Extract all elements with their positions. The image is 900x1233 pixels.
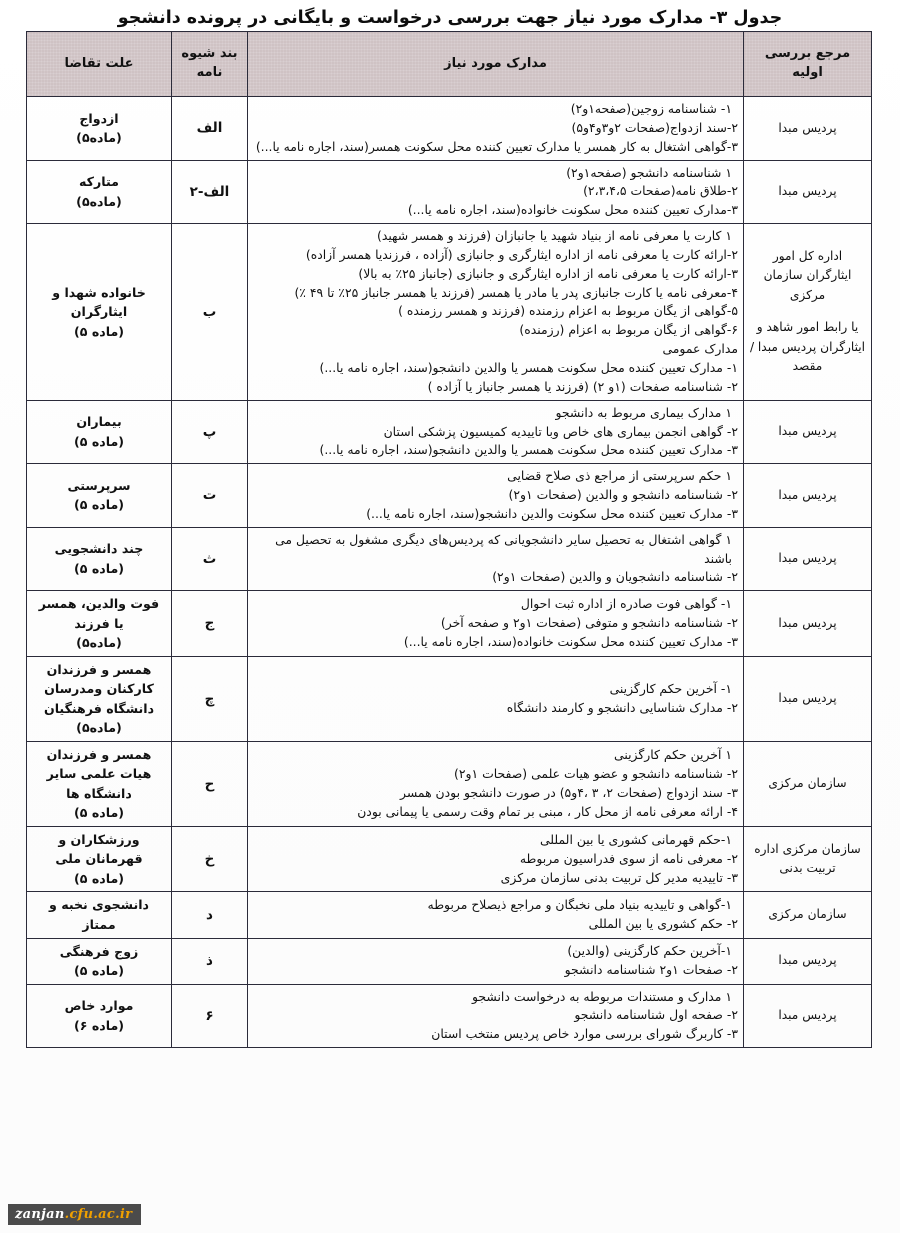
cell-reason: [27, 527, 172, 591]
cell-reason: [27, 656, 172, 741]
reference-text: [749, 951, 866, 971]
cell-documents: [248, 938, 744, 984]
document-item: ۲- معرفی نامه از سوی فدراسیون مربوطه: [519, 850, 738, 866]
cell-documents: [248, 527, 744, 591]
cell-documents: [248, 656, 744, 741]
table-row: [27, 741, 872, 826]
table-row: [27, 826, 872, 892]
cell-reference: [744, 591, 872, 657]
reason-line: (ماده۵): [76, 193, 122, 209]
reference-line: سازمان مرکزی اداره تربیت بدنی: [754, 841, 861, 876]
reason-line: (ماده۵): [76, 130, 122, 146]
reason-line: خانواده شهدا و ایثارگران: [52, 284, 146, 320]
cell-documents: [248, 892, 744, 938]
cell-reference: [744, 984, 872, 1048]
cell-reference: [744, 464, 872, 528]
cell-reason: [27, 591, 172, 657]
document-item: ۳- سند ازدواج (صفحات ۲، ۳ ،۴و۵) در صورت دانشجو بودن همسر: [400, 784, 738, 800]
reason-line: (ماده۵): [76, 635, 122, 651]
table-row: [27, 591, 872, 657]
reference-line: پردیس مبدا: [778, 953, 837, 968]
table-body: [27, 97, 872, 1048]
document-item: ۱ آخرین حکم کارگزینی: [614, 747, 732, 763]
table-header-row: [27, 32, 872, 97]
cell-clause: ب: [172, 224, 248, 401]
reference-text: [749, 247, 866, 377]
reason-line: همسر و فرزندان کارکنان ومدرسان دانشگاه فرهنگیان: [43, 661, 155, 716]
document-item: ۱ حکم سرپرستی از مراجع ذی صلاح قضایی: [507, 468, 732, 484]
document-item: ۱- گواهی فوت صادره از اداره ثبت احوال: [520, 596, 732, 612]
document-item: ۶-گواهی از یگان مربوط به اعزام (رزمنده): [519, 322, 738, 338]
table-header: [27, 32, 872, 97]
document-item: ۱ گواهی اشتغال به تحصیل سایر دانشجویانی که پردیس‌های دیگری مشغول به تحصیل می باشند: [275, 531, 732, 566]
cell-clause: ذ: [172, 938, 248, 984]
cell-reference: [744, 741, 872, 826]
reference-text: [749, 119, 866, 139]
reason-line: فوت والدین، همسر یا فرزند: [38, 596, 160, 631]
table-row: [27, 527, 872, 591]
cell-clause: چ: [172, 656, 248, 741]
cell-reference: [744, 938, 872, 984]
document-item: ۳- مدارک تعیین کننده محل سکونت والدین دانشجو(سند، اجاره نامه یا...): [366, 505, 738, 521]
reference-text: [749, 614, 866, 634]
reference-spacer: [749, 305, 866, 318]
cell-documents: [248, 400, 744, 464]
document-item: ۱- مدارک تعیین کننده محل سکونت همسر یا والدین دانشجو(سند، اجاره نامه یا...): [319, 359, 738, 375]
reason-line: (ماده ۶): [73, 1017, 125, 1033]
cell-documents: [248, 97, 744, 161]
reference-line: پردیس مبدا: [778, 1008, 837, 1023]
cell-reference: [744, 160, 872, 224]
table-row: [27, 400, 872, 464]
cell-reason: [27, 984, 172, 1048]
cell-documents: [248, 741, 744, 826]
cell-documents: [248, 591, 744, 657]
table-row: [27, 892, 872, 938]
reason-line: چند دانشجویی: [54, 541, 144, 557]
column-header-reference: مرجع بررسی اولیه: [744, 32, 872, 97]
document-item: مدارک عمومی: [662, 341, 738, 357]
reason-line: (ماده ۵): [73, 433, 125, 449]
cell-reference: [744, 224, 872, 401]
column-header-reason: علت تقاضا: [27, 32, 172, 97]
table-row: [27, 464, 872, 528]
cell-reason: [27, 97, 172, 161]
document-item: ۱- آخرین حکم کارگزینی: [609, 680, 732, 696]
reference-text: [749, 905, 866, 925]
reason-line: دانشجوی نخبه و ممتاز: [48, 897, 150, 932]
reason-line: موارد خاص: [64, 998, 134, 1014]
document-item: ۲- شناسنامه دانشجو و والدین (صفحات ۱و۲): [508, 487, 738, 503]
table-row: [27, 97, 872, 161]
reason-line: سرپرستی: [67, 477, 131, 493]
reason-line: ورزشکاران و قهرمانان ملی: [55, 831, 143, 867]
cell-reason: [27, 224, 172, 401]
reference-line: پردیس مبدا: [778, 184, 837, 199]
cell-reference: [744, 97, 872, 161]
cell-reference: [744, 656, 872, 741]
column-header-documents: مدارک مورد نیاز: [248, 32, 744, 97]
reference-line: پردیس مبدا: [778, 551, 837, 566]
reference-text: [749, 182, 866, 202]
document-item: ۲- شناسنامه صفحات (۱و ۲) (فرزند یا همسر جانباز یا آزاده ): [427, 378, 738, 394]
reference-line: یا رابط امور شاهد و ایثارگران پردیس مبدا / مقصد: [749, 320, 866, 374]
document-item: ۱-حکم قهرمانی کشوری یا بین المللی: [539, 831, 732, 847]
reason-line: همسر و فرزندان هیات علمی سایر دانشگاه ها: [46, 746, 152, 801]
cell-reference: [744, 527, 872, 591]
reason-line: (ماده ۵): [73, 323, 125, 339]
cell-clause: ح: [172, 741, 248, 826]
document-item: ۱- شناسنامه زوجین(صفحه۱و۲): [570, 101, 732, 116]
document-item: ۲- حکم کشوری یا بین المللی: [588, 915, 738, 931]
table-row: [27, 984, 872, 1048]
cell-clause: ث: [172, 527, 248, 591]
cell-reference: [744, 892, 872, 938]
reference-text: [749, 549, 866, 569]
reason-line: ازدواج: [79, 110, 119, 126]
document-item: ۳- تاییدیه مدیر کل تربیت بدنی سازمان مرکزی: [500, 869, 738, 885]
cell-documents: [248, 464, 744, 528]
reference-line: پردیس مبدا: [778, 615, 837, 630]
document-item: ۳-ارائه کارت یا معرفی نامه از اداره ایثارگری و جانبازی (جانباز ۲۵٪ به بالا): [358, 265, 738, 281]
document-item: ۲- شناسنامه دانشجو و عضو هیات علمی (صفحات ۱و۲): [454, 766, 738, 782]
site-watermark: [8, 1204, 141, 1225]
document-item: ۱-گواهی و تاییدیه بنیاد ملی نخبگان و مراجع ذیصلاح مربوطه: [427, 897, 732, 913]
reference-line: پردیس مبدا: [778, 424, 837, 439]
cell-reason: [27, 892, 172, 938]
document-item: ۲-طلاق نامه(صفحات ۲،۳،۴،۵): [583, 183, 738, 199]
cell-clause: الف: [172, 97, 248, 161]
reason-line: متارکه: [79, 174, 119, 190]
reason-line: (ماده۵): [76, 720, 122, 736]
cell-reference: [744, 400, 872, 464]
cell-reason: [27, 464, 172, 528]
reason-line: (ماده ۵): [73, 963, 125, 979]
reason-line: (ماده ۵): [73, 805, 125, 821]
document-item: ۲- شناسنامه دانشجو و متوفی (صفحات ۱و۲ و صفحه آخر): [440, 615, 738, 631]
table-row: [27, 160, 872, 224]
cell-documents: [248, 984, 744, 1048]
page-title: جدول ۳- مدارک مورد نیاز جهت بررسی درخواست و بایگانی در پرونده دانشجو: [117, 8, 783, 28]
document-item: ۲- صفحات ۱و۲ شناسنامه دانشجو: [564, 962, 738, 978]
requirements-table: [26, 31, 872, 1048]
reason-line: (ماده ۵): [73, 870, 125, 886]
column-header-clause: بند شیوه نامه: [172, 32, 248, 97]
documents-table-container: [27, 31, 872, 1048]
watermark-domain: .cfu.ac.ir: [64, 1207, 133, 1222]
document-item: ۳-مدارک تعیین کننده محل سکونت خانواده(سند، اجاره نامه یا...): [407, 202, 738, 218]
reference-line: سازمان مرکزی: [768, 907, 847, 922]
cell-clause: پ: [172, 400, 248, 464]
reference-line: اداره کل امور ایثارگران سازمان مرکزی: [763, 248, 852, 302]
document-item: ۱ مدارک و مستندات مربوطه به درخواست دانشجو: [472, 988, 732, 1004]
reference-text: [749, 1006, 866, 1026]
table-row: [27, 224, 872, 401]
cell-reason: [27, 826, 172, 892]
cell-clause: د: [172, 892, 248, 938]
reference-line: سازمان مرکزی: [768, 776, 847, 791]
document-item: ۲- شناسنامه دانشجویان و والدین (صفحات ۱و۲): [492, 569, 738, 585]
cell-reason: [27, 160, 172, 224]
document-item: ۱-آخرین حکم کارگزینی (والدین): [567, 943, 732, 959]
reason-line: (ماده ۵): [73, 560, 125, 576]
document-item: ۱ شناسنامه دانشجو (صفحه۱و۲): [566, 164, 732, 180]
reference-line: پردیس مبدا: [778, 120, 837, 135]
reference-text: [749, 486, 866, 506]
reference-line: پردیس مبدا: [778, 691, 837, 706]
reference-text: [749, 774, 866, 794]
reason-line: زوج فرهنگی: [59, 943, 139, 959]
table-row: [27, 938, 872, 984]
reference-text: [749, 840, 866, 879]
cell-clause: ۶: [172, 984, 248, 1048]
document-item: ۱ کارت یا معرفی نامه از بنیاد شهید یا جانبازان (فرزند و همسر شهید): [376, 228, 732, 244]
cell-documents: [248, 826, 744, 892]
reference-text: [749, 422, 866, 442]
watermark-site: zanjan: [15, 1207, 65, 1222]
document-item: ۲- گواهی انجمن بیماری های خاص وبا تاییدیه کمیسیون پزشکی استان: [383, 423, 738, 439]
document-item: ۲-سند ازدواج(صفحات ۲و۳و۴و۵): [571, 119, 738, 135]
document-item: ۴-معرفی نامه یا کارت جانبازی پدر یا مادر یا همسر (فرزند یا همسر جانباز ۲۵٪ تا ۴۹ ٪): [294, 284, 738, 300]
reason-line: (ماده ۵): [73, 497, 125, 513]
cell-clause: ت: [172, 464, 248, 528]
cell-reason: [27, 400, 172, 464]
reason-line: بیماران: [76, 414, 122, 430]
cell-documents: [248, 224, 744, 401]
document-item: ۳-گواهی اشتغال به کار همسر یا مدارک تعیین کننده محل سکونت همسر(سند، اجاره نامه یا...): [255, 138, 738, 154]
document-item: ۳- کاربرگ شورای بررسی موارد خاص پردیس منتخب استان: [431, 1026, 738, 1042]
document-item: ۳- مدارک تعیین کننده محل سکونت خانواده(سند، اجاره نامه یا...): [403, 633, 738, 649]
reference-text: [749, 689, 866, 709]
cell-reason: [27, 741, 172, 826]
reference-line: پردیس مبدا: [778, 487, 837, 502]
cell-clause: الف-۲: [172, 160, 248, 224]
cell-reference: [744, 826, 872, 892]
document-item: ۳- مدارک تعیین کننده محل سکونت همسر یا والدین دانشجو(سند، اجاره نامه یا...): [319, 442, 738, 458]
document-item: ۲- صفحه اول شناسنامه دانشجو: [574, 1007, 738, 1023]
document-item: ۲-ارائه کارت یا معرفی نامه از اداره ایثارگری و جانبازی (آزاده ، فرزندیا همسر آزاده): [305, 246, 738, 262]
table-row: [27, 656, 872, 741]
document-item: ۲- مدارک شناسایی دانشجو و کارمند دانشگاه: [506, 699, 738, 715]
document-item: ۵-گواهی از یگان مربوط به اعزام رزمنده (فرزند و همسر رزمنده ): [398, 303, 738, 319]
cell-clause: ج: [172, 591, 248, 657]
cell-documents: [248, 160, 744, 224]
document-item: ۱ مدارک بیماری مربوط به دانشجو: [555, 404, 732, 420]
cell-clause: خ: [172, 826, 248, 892]
cell-reason: [27, 938, 172, 984]
document-item: ۴- ارائه معرفی نامه از محل کار ، مبنی بر تمام وقت رسمی یا پیمانی بودن: [357, 803, 738, 819]
